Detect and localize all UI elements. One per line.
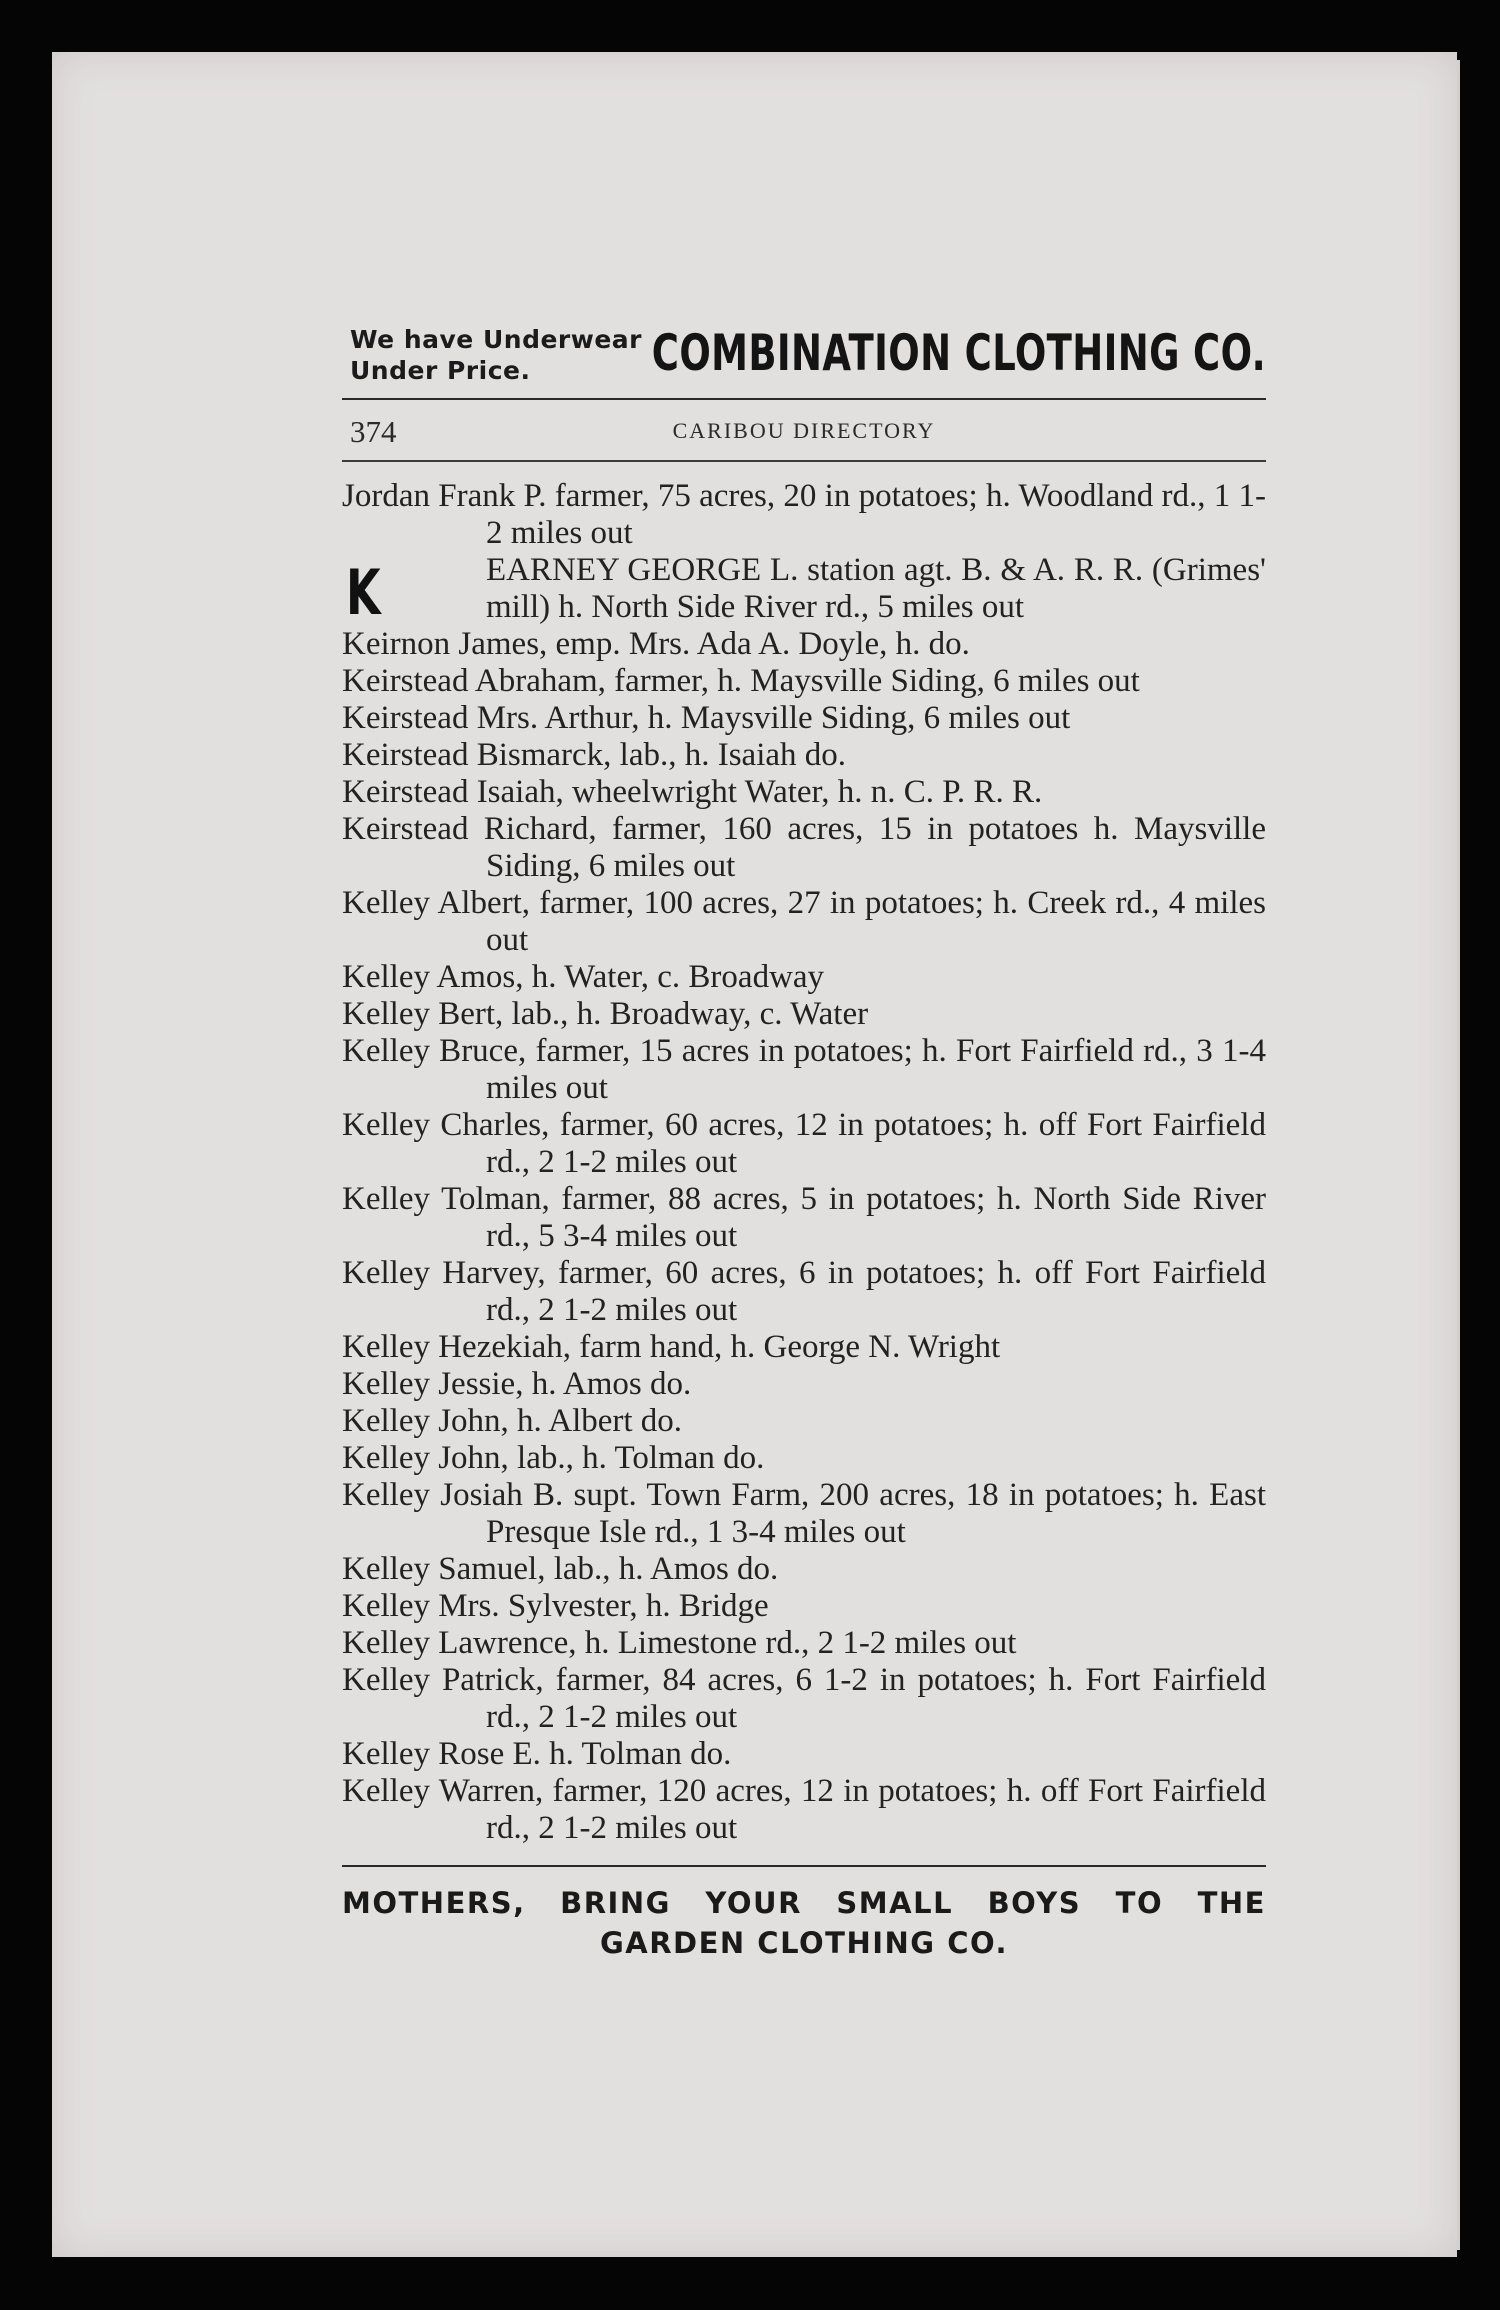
garden-clothing-ad-line1: MOTHERS, BRING YOUR SMALL BOYS TO THE [342,1885,1266,1920]
directory-entry: Keirstead Bismarck, lab., h. Isaiah do. [342,736,847,773]
garden-clothing-ad-line2: GARDEN CLOTHING CO. [599,1925,1009,1960]
directory-entry: Kelley Josiah B. supt. Town Farm, 200 acres, 18 in potatoes; h. East Presque Isle rd., 1 3-4 miles out [342,1476,1266,1550]
directory-entry-drop-cap [342,551,1266,629]
directory-entry: Keirstead Abraham, farmer, h. Maysville Siding, 6 miles out [342,662,1140,699]
directory-entry: Kelley Samuel, lab., h. Amos do. [342,1550,779,1587]
directory-entry: Keirstead Mrs. Arthur, h. Maysville Siding, 6 miles out [342,699,1071,736]
directory-entry: Keirstead Richard, farmer, 160 acres, 15 in potatoes h. Maysville Siding, 6 miles out [342,810,1266,884]
directory-entry: Kelley Tolman, farmer, 88 acres, 5 in potatoes; h. North Side River rd., 5 3-4 miles out [342,1180,1266,1254]
directory-entry: Kelley Warren, farmer, 120 acres, 12 in potatoes; h. off Fort Fairfield rd., 2 1-2 miles out [342,1772,1266,1846]
directory-entry: Keirstead Isaiah, wheelwright Water, h. n. C. P. R. R. [342,773,1043,810]
directory-entry: Kelley Charles, farmer, 60 acres, 12 in potatoes; h. off Fort Fairfield rd., 2 1-2 miles out [342,1106,1266,1180]
running-head-rule [342,460,1266,462]
directory-entry: Kelley Rose E. h. Tolman do. [342,1735,732,1772]
bottom-advertisement [342,1883,1266,1963]
directory-entry: Kelley Bruce, farmer, 15 acres in potatoes; h. Fort Fairfield rd., 3 1-4 miles out [342,1032,1266,1106]
directory-entry: Kelley John, lab., h. Tolman do. [342,1439,765,1476]
combination-clothing-ad: COMBINATION CLOTHING CO. [651,324,1266,382]
top-advertisement [342,320,1266,398]
footer-rule [342,1865,1266,1867]
directory-entries [342,478,1266,1847]
drop-entry-text: EARNEY GEORGE L. station agt. B. & A. R. R. (Grimes' mill) h. North Side River rd., 5 miles out [486,551,1266,625]
directory-entry: Kelley John, h. Albert do. [342,1402,683,1439]
directory-entry: Kelley Bert, lab., h. Broadway, c. Water [342,995,869,1032]
directory-entry: Kelley Patrick, farmer, 84 acres, 6 1-2 in potatoes; h. Fort Fairfield rd., 2 1-2 miles out [342,1661,1266,1735]
directory-title: CARIBOU DIRECTORY [672,418,936,443]
directory-entry: Kelley Albert, farmer, 100 acres, 27 in potatoes; h. Creek rd., 4 miles out [342,884,1266,958]
underwear-ad [350,324,642,386]
directory-page [52,52,1457,2257]
directory-entry: Kelley Mrs. Sylvester, h. Bridge [342,1587,769,1624]
drop-cap-letter: K [346,555,381,629]
underwear-ad-line1: We have Underwear [350,325,642,354]
page-content [342,320,1266,1963]
running-head [342,400,1266,460]
directory-entry: Jordan Frank P. farmer, 75 acres, 20 in potatoes; h. Woodland rd., 1 1-2 miles out [342,477,1266,551]
directory-entry: Kelley Lawrence, h. Limestone rd., 2 1-2 miles out [342,1624,1017,1661]
directory-entry: Kelley Hezekiah, farm hand, h. George N. Wright [342,1328,1001,1365]
directory-entry: Kelley Harvey, farmer, 60 acres, 6 in potatoes; h. off Fort Fairfield rd., 2 1-2 miles out [342,1254,1266,1328]
page-number: 374 [350,414,397,449]
directory-entry: Kelley Amos, h. Water, c. Broadway [342,958,825,995]
directory-entry: Kelley Jessie, h. Amos do. [342,1365,692,1402]
underwear-ad-line2: Under Price. [350,356,531,385]
directory-entry: Keirnon James, emp. Mrs. Ada A. Doyle, h. do. [342,625,970,662]
